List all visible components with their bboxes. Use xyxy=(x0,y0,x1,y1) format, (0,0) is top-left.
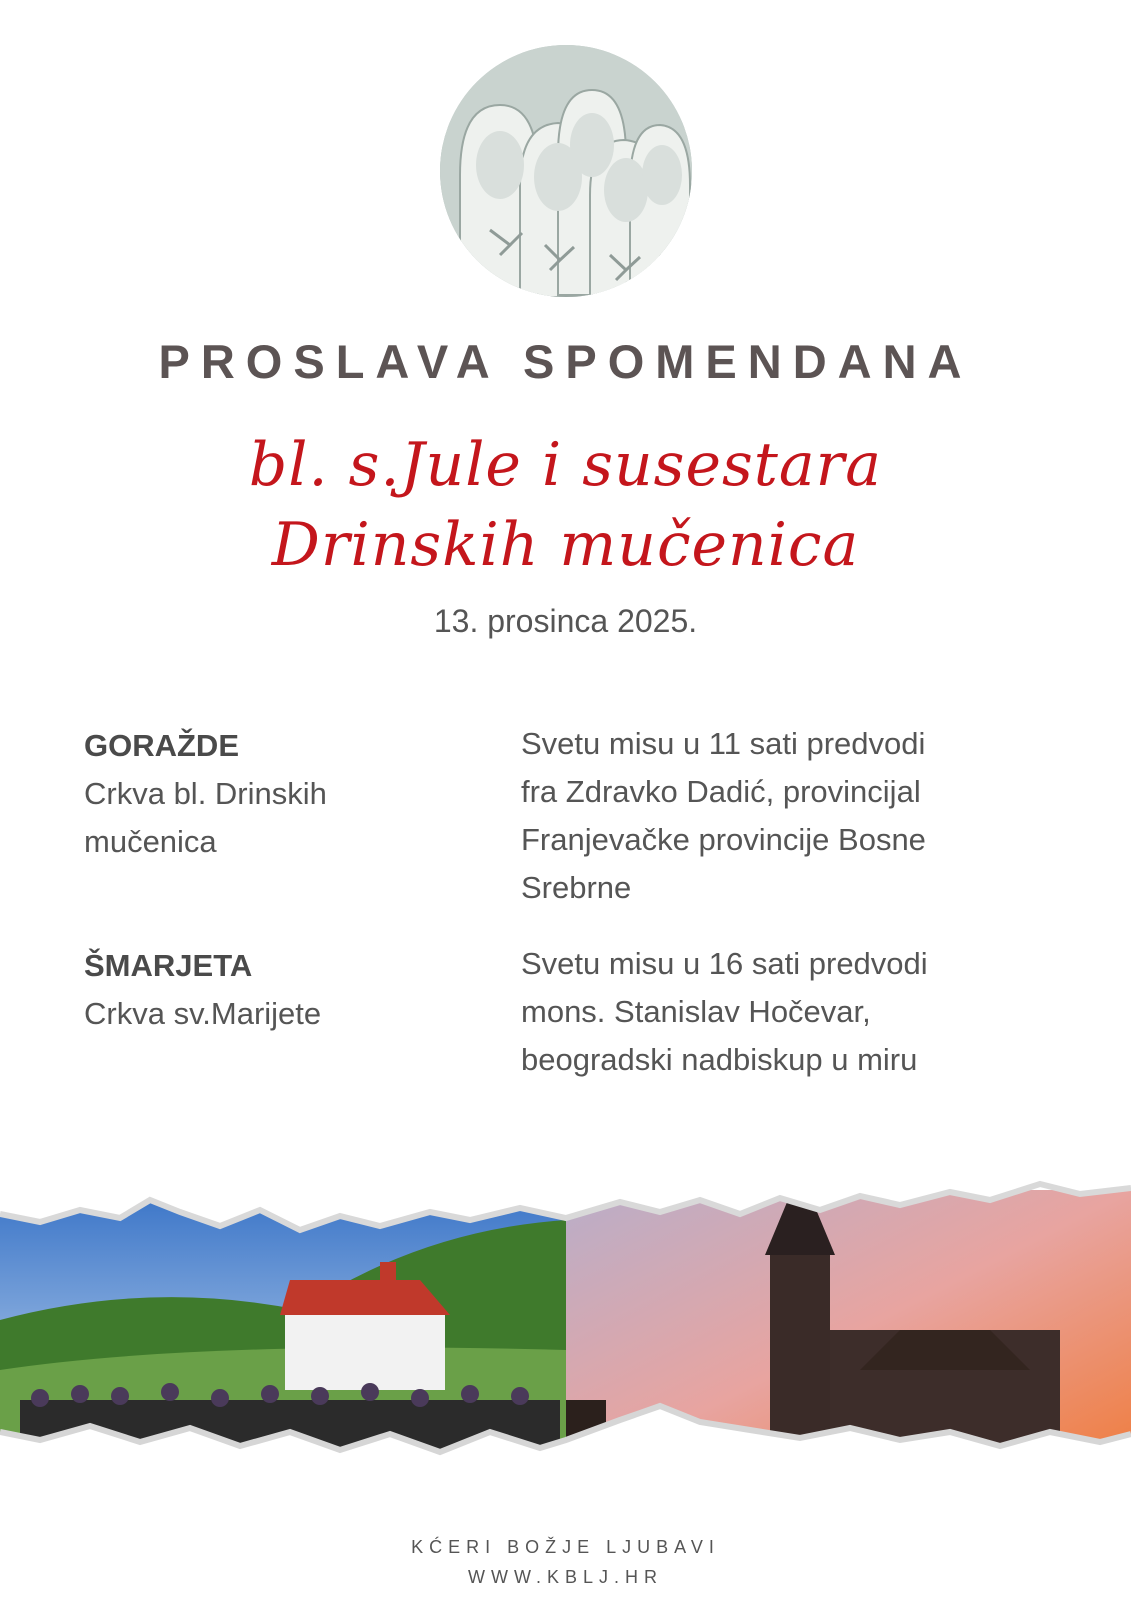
page-title: PROSLAVA SPOMENDANA xyxy=(158,335,973,388)
event-2-desc-line-1: Svetu misu u 16 sati predvodi xyxy=(521,946,928,981)
subtitle-line-1: bl. s.Jule i susestara xyxy=(248,430,883,500)
footer-organization: KĆERI BOŽJE LJUBAVI xyxy=(411,1537,720,1557)
footer-website: WWW.KBLJ.HR xyxy=(468,1567,663,1587)
event-2-location xyxy=(84,942,321,1038)
event-1-desc-line-4: Srebrne xyxy=(521,870,632,905)
event-1-location xyxy=(84,722,327,866)
event-1-church-line-1: Crkva bl. Drinskih xyxy=(84,776,327,811)
event-1-place: GORAŽDE xyxy=(84,728,239,763)
event-1-church-line-2: mučenica xyxy=(84,824,217,859)
event-1-desc-line-1: Svetu misu u 11 sati predvodi xyxy=(521,726,926,761)
photo-strip xyxy=(0,1170,1131,1510)
event-2-place: ŠMARJETA xyxy=(84,948,253,983)
subtitle-line-2: Drinskih mučenica xyxy=(271,510,860,580)
event-2-description xyxy=(521,940,1041,1084)
event-1-description xyxy=(521,720,1041,912)
event-date: 13. prosinca 2025. xyxy=(433,603,698,639)
event-1-desc-line-3: Franjevačke provincije Bosne xyxy=(521,822,926,857)
event-2-desc-line-3: beogradski nadbiskup u miru xyxy=(521,1042,918,1077)
sisters-sculpture-image xyxy=(440,45,692,297)
event-1-desc-line-2: fra Zdravko Dadić, provincijal xyxy=(521,774,921,809)
event-2-church-line-1: Crkva sv.Marijete xyxy=(84,996,322,1031)
event-2-desc-line-2: mons. Stanislav Hočevar, xyxy=(521,994,871,1029)
